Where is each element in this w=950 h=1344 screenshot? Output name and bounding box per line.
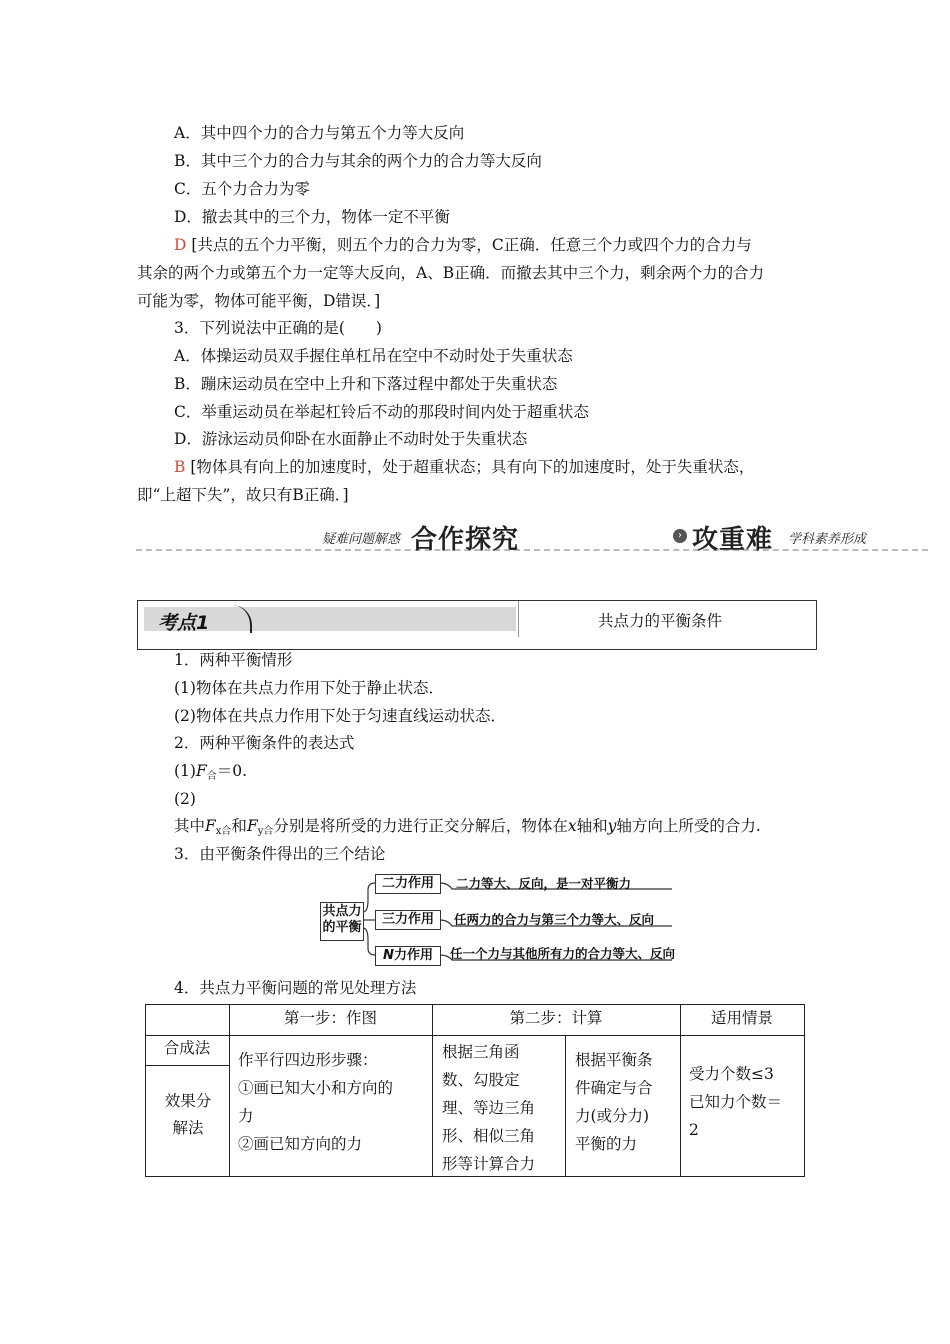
diagram-n-var: N [383,948,394,963]
step2a-line-4: 形、相似三角 [442,1127,536,1145]
banner-title-2: 攻重难 [692,525,774,555]
diagram-text-two-forces: 二力等大、反向，是一对平衡力 [456,876,632,891]
q2-answer-line-1 [174,235,752,255]
step2-geometry [442,1038,535,1178]
y-axis-var: y [607,817,617,835]
step2b-line-3: 力(或分力) [575,1107,650,1125]
diagram-node-three-forces: 三力作用 [375,910,441,930]
step2a-line-1: 根据三角函 [442,1043,520,1061]
diagram-text-three-forces: 任两力的合力与第三个力等大、反向 [454,912,655,927]
fx-sub: x合 [215,826,232,837]
section-banner [136,520,928,554]
methods-table [145,1004,805,1177]
q2-option-d: D．撤去其中的三个力，物体一定不平衡 [174,208,450,226]
q2-option-b: B．其中三个力的合力与其余的两个力的合力等大反向 [174,152,542,170]
components-text-a: 其中 [174,817,206,835]
diagram-node-two-forces: 二力作用 [375,874,441,894]
diagram-root-line-2: 的平衡 [322,920,362,935]
topic-divider [518,601,519,637]
x-axis-var: x [567,817,577,835]
para-uniform: (2)物体在共点力作用下处于匀速直线运动状态． [174,707,506,725]
components-text-b: 和 [231,817,247,835]
fy-var: F [246,817,258,835]
banner-left-caption: 疑难问题解惑 [322,532,401,547]
formula-1-suffix: ＝0. [216,762,248,780]
q3-stem: 3．下列说法中正确的是( ) [174,319,382,337]
banner-divider [136,549,928,551]
row-label-synthesis: 合成法 [163,1039,211,1057]
formula-1-var: F [195,762,207,780]
topic-label: 考点1 [158,612,210,634]
components-text-d: 轴和 [576,817,608,835]
diagram-root [320,902,364,941]
q3-answer-letter: B [174,458,186,476]
diagram-root-line-1: 共点力 [322,904,362,919]
formula-1-prefix: (1) [174,762,196,780]
para-components [174,816,761,842]
header-step1: 第一步：作图 [283,1009,377,1027]
step2a-line-5: 形等计算合力 [442,1155,536,1173]
formula-2: (2) [174,790,196,808]
step2b-line-4: 平衡的力 [575,1135,638,1153]
q3-option-d: D．游泳运动员仰卧在水面静止不动时处于失重状态 [174,430,528,448]
step2a-line-2: 数、勾股定 [442,1071,520,1089]
scene-line-1: 受力个数≤3 [689,1065,774,1083]
conclusion-diagram [320,870,680,970]
step1-line-3: 力 [238,1107,254,1125]
q3-answer-line-2: 即“上超下失”，故只有B正确．] [137,486,349,504]
q3-answer-line-1 [174,457,754,477]
diagram-node-n-forces [375,946,441,966]
heading-1: 1．两种平衡情形 [174,651,293,669]
diagram-text-n-forces: 任一个力与其他所有力的合力等大、反向 [450,946,676,961]
q3-option-a: A．体操运动员双手握住单杠吊在空中不动时处于失重状态 [174,347,573,365]
step2b-line-1: 根据平衡条 [575,1051,653,1069]
step2b-line-2: 件确定与合 [575,1079,653,1097]
step1-content [238,1046,393,1158]
q3-option-c: C．举重运动员在举起杠铃后不动的那段时间内处于超重状态 [174,403,589,421]
topic-tag [144,607,516,634]
q2-option-c: C．五个力合力为零 [174,180,310,198]
q2-answer-line-2: 其余的两个力或第五个力一定等大反向，A、B正确．而撤去其中三个力，剩余两个力的合力 [137,264,765,282]
scene-line-2: 已知力个数＝ [689,1093,783,1111]
scene-line-3: 2 [689,1121,699,1139]
q3-option-b: B．蹦床运动员在空中上升和下落过程中都处于失重状态 [174,375,558,393]
fy-sub: y合 [257,826,274,837]
para-static: (1)物体在共点力作用下处于静止状态． [174,679,444,697]
components-text-e: 轴方向上所受的合力. [616,817,761,835]
step1-line-4: ②画已知方向的力 [238,1135,363,1153]
formula-1-sub: 合 [206,771,217,782]
step1-line-1: 作平行四边形步骤： [238,1051,378,1069]
row-label-decomposition: 效果分解法 [164,1092,212,1137]
step2a-line-3: 理、等边三角 [442,1099,536,1117]
formula-1 [174,761,247,787]
q2-answer-letter: D [174,236,187,254]
scene-content [689,1060,782,1144]
chevron-right-icon: › [673,529,687,543]
topic-header [137,600,817,650]
heading-3: 3．由平衡条件得出的三个结论 [174,845,386,863]
step2-equilibrium [575,1046,653,1158]
header-step2: 第二步：计算 [509,1009,603,1027]
components-text-c: 分别是将所受的力进行正交分解后，物体在 [273,817,568,835]
diagram-n-label: 力作用 [393,948,433,963]
q2-answer-line-3: 可能为零，物体可能平衡，D错误．] [137,292,381,310]
header-scene: 适用情景 [710,1009,773,1027]
q2-answer-text-1: [共点的五个力平衡，则五个力的合力为零，C正确．任意三个力或四个力的合力与 [191,236,752,254]
q3-answer-text-1: [物体具有向上的加速度时，处于超重状态；具有向下的加速度时，处于失重状态， [190,458,755,476]
q2-option-a: A．其中四个力的合力与第五个力等大反向 [174,124,465,142]
topic-title: 共点力的平衡条件 [598,612,723,630]
heading-2: 2．两种平衡条件的表达式 [174,734,355,752]
fx-var: F [205,817,216,835]
step1-line-2: ①画已知大小和方向的 [238,1079,394,1097]
tag-curve-decoration [232,605,252,633]
heading-4: 4．共点力平衡问题的常见处理方法 [174,979,417,997]
banner-right-caption: 学科素养形成 [788,532,867,547]
banner-title-1: 合作探究 [411,525,520,555]
